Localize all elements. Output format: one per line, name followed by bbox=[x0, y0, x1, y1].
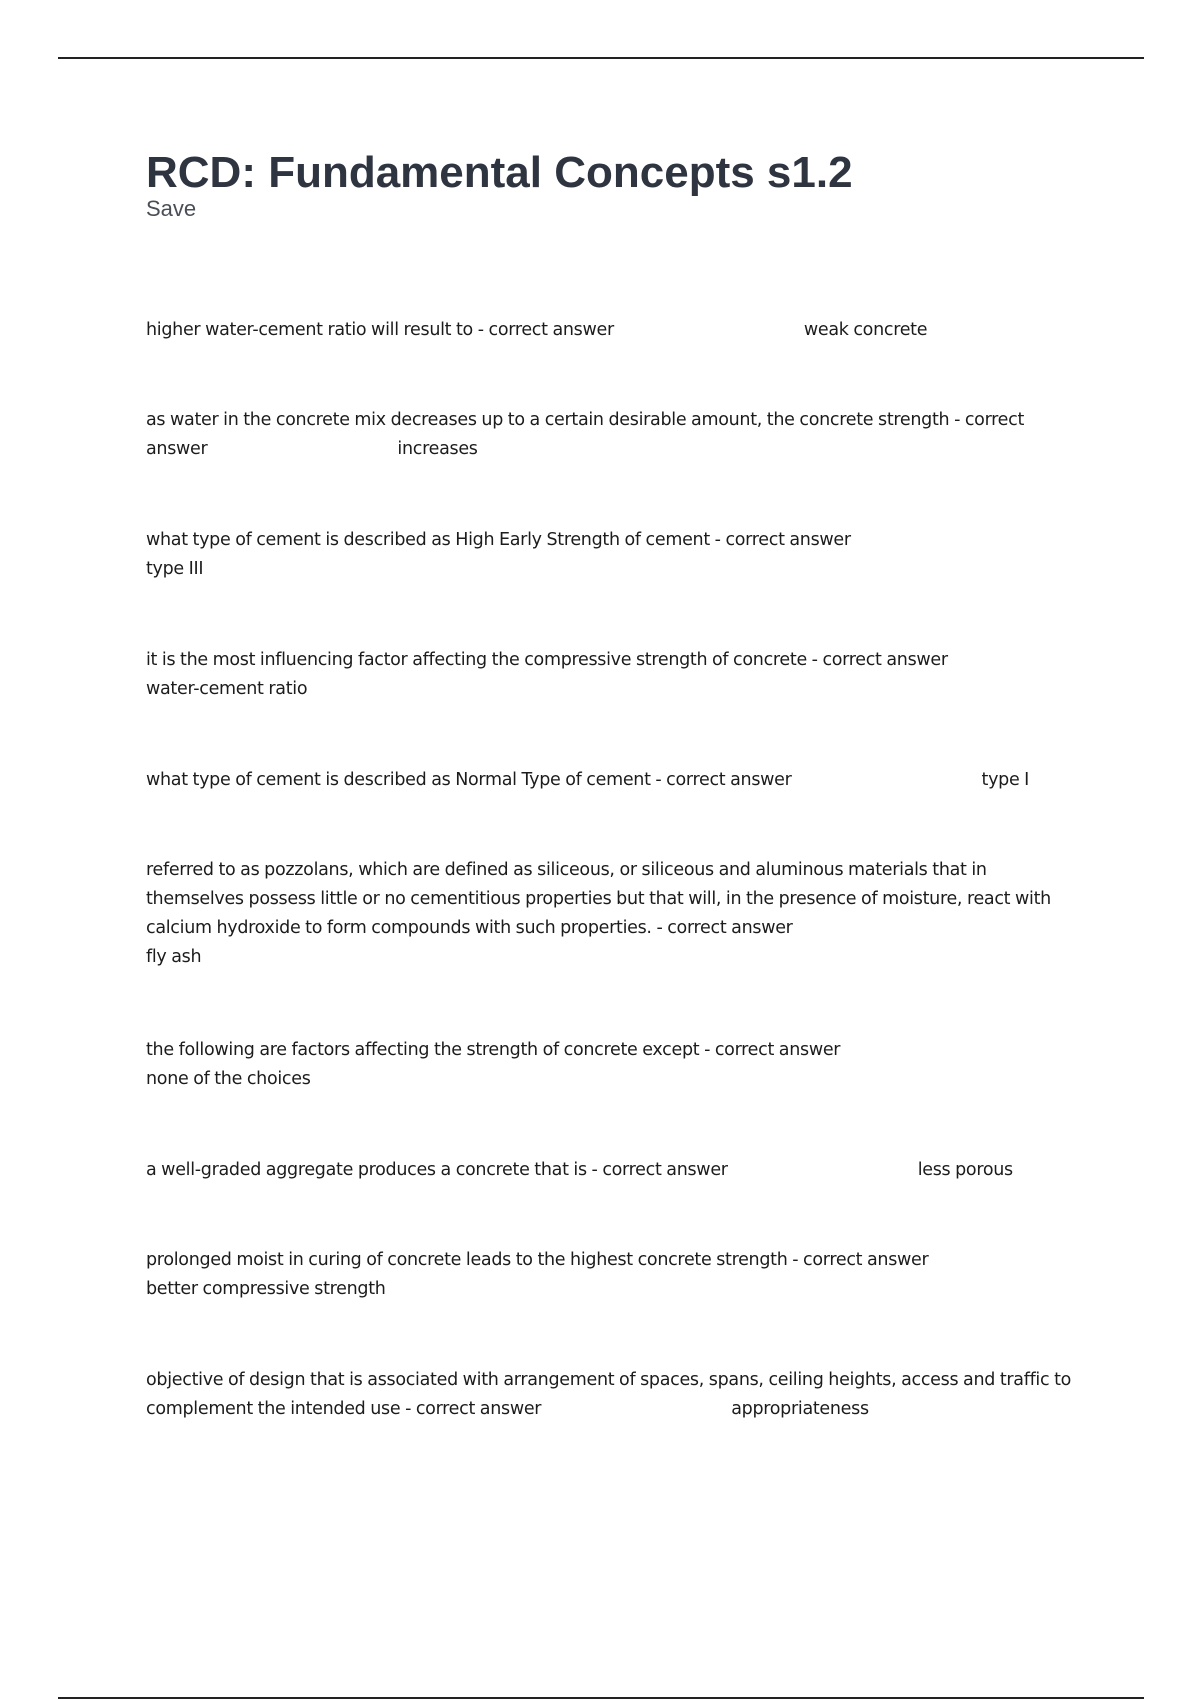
top-divider bbox=[58, 57, 1144, 59]
qa-item bbox=[146, 1246, 1086, 1304]
question-text: higher water-cement ratio will result to - correct answer bbox=[146, 320, 614, 340]
answer-text: type I bbox=[981, 770, 1030, 790]
answer-text: less porous bbox=[917, 1160, 1013, 1180]
document-header bbox=[146, 146, 853, 222]
qa-item bbox=[146, 526, 1086, 584]
question-text: as water in the concrete mix decreases up to a certain desirable amount, the concrete strength - correct answer bbox=[146, 410, 1025, 459]
answer-text: water-cement ratio bbox=[146, 679, 308, 699]
qa-item bbox=[146, 646, 1086, 704]
qa-item bbox=[146, 1156, 1086, 1185]
answer-text: none of the choices bbox=[146, 1069, 311, 1089]
answer-text: increases bbox=[397, 439, 478, 459]
page-title: RCD: Fundamental Concepts s1.2 bbox=[146, 148, 853, 197]
question-text: what type of cement is described as High Early Strength of cement - correct answer bbox=[146, 530, 851, 550]
question-text: what type of cement is described as Normal Type of cement - correct answer bbox=[146, 770, 792, 790]
answer-text: weak concrete bbox=[803, 320, 928, 340]
qa-item bbox=[146, 766, 1086, 795]
question-text: the following are factors affecting the strength of concrete except - correct answer bbox=[146, 1040, 841, 1060]
answer-text: better compressive strength bbox=[146, 1279, 386, 1299]
qa-item bbox=[146, 316, 1086, 345]
question-text: objective of design that is associated with arrangement of spaces, spans, ceiling heights, access and traffic to complement the intended use - correct answer bbox=[146, 1370, 1072, 1419]
question-text: a well-graded aggregate produces a concrete that is - correct answer bbox=[146, 1160, 728, 1180]
qa-item bbox=[146, 1366, 1086, 1424]
answer-text: fly ash bbox=[146, 947, 202, 967]
bottom-divider bbox=[58, 1697, 1144, 1699]
question-text: referred to as pozzolans, which are defined as siliceous, or siliceous and aluminous materials that in themselves possess little or no cementitious properties but that will, in the presence of moisture, react with calcium hydroxide to form compounds with such properties. - correct answer bbox=[146, 860, 1051, 938]
save-link[interactable]: Save bbox=[146, 196, 197, 221]
question-text: it is the most influencing factor affecting the compressive strength of concrete - correct answer bbox=[146, 650, 948, 670]
qa-item bbox=[146, 1036, 1086, 1094]
answer-text: appropriateness bbox=[731, 1399, 869, 1419]
qa-item bbox=[146, 406, 1086, 464]
qa-item bbox=[146, 856, 1086, 972]
question-text: prolonged moist in curing of concrete leads to the highest concrete strength - correct answer bbox=[146, 1250, 929, 1270]
answer-text: type III bbox=[146, 559, 204, 579]
